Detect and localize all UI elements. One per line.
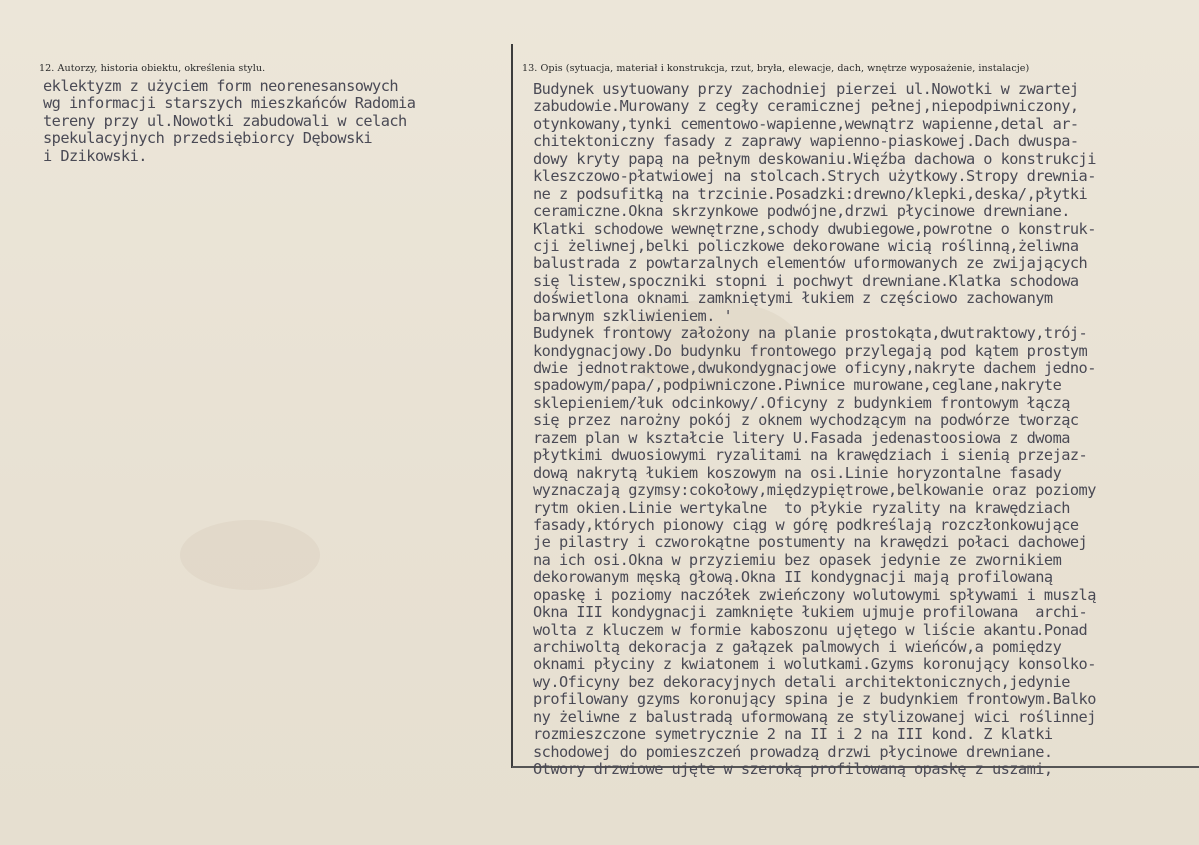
typed-line: Otwory drzwiowe ujęte w szeroką profilowaną opaskę z uszami, <box>533 760 1053 779</box>
typed-line: doświetlona oknami zamkniętymi łukiem z częściowo zachowanym <box>533 289 1053 308</box>
typed-line: Okna III kondygnacji zamknięte łukiem ujmuje profilowana archi- <box>533 603 1088 622</box>
typed-line: wyznaczają gzymsy:cokołowy,międzypiętrowe,belkowanie oraz poziomy <box>533 481 1096 500</box>
typed-line: na ich osi.Okna w przyziemiu bez opasek jedynie ze zwornikiem <box>533 550 1062 569</box>
typed-line: otynkowany,tynki cementowo-wapienne,wewnątrz wapienne,detal ar- <box>533 114 1079 133</box>
typed-line: dowy kryty papą na pełnym deskowaniu.Więźba dachowa o konstrukcji <box>533 149 1096 168</box>
section-13-text <box>533 81 1096 779</box>
typed-line: i Dzikowski. <box>43 146 147 165</box>
typed-line: spadowym/papa/,podpiwniczone.Piwnice murowane,ceglane,nakryte <box>533 376 1062 395</box>
typed-line: rytm okien.Linie wertykalne to płykie ryzality na krawędziach <box>533 498 1070 517</box>
typed-line: dową nakrytą łukiem koszowym na osi.Linie horyzontalne fasady <box>533 463 1062 482</box>
typed-line: chitektoniczny fasady z zaprawy wapienno-piaskowej.Dach dwuspa- <box>533 132 1079 151</box>
typed-line: się przez narożny pokój z oknem wychodzącym na podwórze tworząc <box>533 411 1079 430</box>
typed-line: dekorowanym męską głową.Okna II kondygnacji mają profilowaną <box>533 568 1053 587</box>
typed-line: schodowej do pomieszczeń prowadzą drzwi płycinowe drewniane. <box>533 742 1053 761</box>
typed-line: wy.Oficyny bez dekoracyjnych detali architektonicznych,jedynie <box>533 672 1070 691</box>
typed-line: Klatki schodowe wewnętrzne,schody dwubiegowe,powrotne o konstruk- <box>533 219 1096 238</box>
typed-line: ceramiczne.Okna skrzynkowe podwójne,drzwi płycinowe drewniane. <box>533 202 1070 221</box>
section-12-text <box>43 78 415 165</box>
typed-line: rozmieszczone symetrycznie 2 na II i 2 na III kond. Z klatki <box>533 725 1053 744</box>
typed-line: Budynek frontowy założony na planie prostokąta,dwutraktowy,trój- <box>533 324 1088 343</box>
typed-line: kondygnacjowy.Do budynku frontowego przylegają pod kątem prostym <box>533 341 1088 360</box>
typed-line: spekulacyjnych przedsiębiorcy Dębowski <box>43 129 373 148</box>
typed-line: razem plan w kształcie litery U.Fasada jedenastoosiowa z dwoma <box>533 428 1070 447</box>
typed-line: archiwoltą dekoracja z gałązek palmowych i wieńców,a pomiędzy <box>533 638 1062 656</box>
typed-line: płytkimi dwuosiowymi ryzalitami na krawędziach i sienią przejaz- <box>533 446 1088 465</box>
typed-line: oknami płyciny z kwiatonem i wolutkami.Gzyms koronujący konsolko- <box>533 655 1096 674</box>
typed-line: je pilastry i czworokątne postumenty na krawędzi połaci dachowej <box>533 533 1088 552</box>
typed-line: ne z podsufitką na trzcinie.Posadzki:drewno/klepki,deska/,płytki <box>533 184 1088 203</box>
typed-line: dwie jednotraktowe,dwukondygnacjowe oficyny,nakryte dachem jedno- <box>533 359 1096 377</box>
paper-stain <box>180 520 320 590</box>
typed-line: cji żeliwnej,belki policzkowe dekorowane wicią roślinną,żeliwna <box>533 236 1079 255</box>
typed-line: profilowany gzyms koronujący spina je z budynkiem frontowym.Balko <box>533 690 1096 709</box>
section-12-header: 12. Autorzy, historia obiektu, określenia stylu. <box>39 63 266 74</box>
typed-line: eklektyzm z użyciem form neorenesansowych <box>43 77 399 95</box>
typed-line: kleszczowo-płatwiowej na stolcach.Strych użytkowy.Stropy drewnia- <box>533 167 1096 186</box>
typed-line: tereny przy ul.Nowotki zabudowali w celach <box>43 111 407 130</box>
typed-line: Budynek usytuowany przy zachodniej pierzei ul.Nowotki w zwartej <box>533 80 1079 98</box>
typed-line: fasady,których pionowy ciąg w górę podkreślają rozczłonkowujące <box>533 515 1079 534</box>
typed-line: wg informacji starszych mieszkańców Radomia <box>43 94 416 113</box>
typed-line: barwnym szkliwieniem. ' <box>533 306 733 325</box>
typed-line: opaskę i poziomy naczółek zwieńczony wolutowymi spływami i muszlą <box>533 585 1096 604</box>
typed-line: ny żeliwne z balustradą uformowaną ze stylizowanej wici roślinnej <box>533 707 1096 726</box>
typed-line: zabudowie.Murowany z cegły ceramicznej pełnej,niepodpiwniczony, <box>533 97 1079 116</box>
typed-line: się listew,spoczniki stopni i pochwyt drewniane.Klatka schodowa <box>533 271 1079 290</box>
typed-line: sklepieniem/łuk odcinkowy/.Oficyny z budynkiem frontowym łączą <box>533 393 1070 412</box>
typed-line: wolta z kluczem w formie kaboszonu ujętego w liście akantu.Ponad <box>533 620 1088 639</box>
typed-line: balustrada z powtarzalnych elementów uformowanych ze zwijających <box>533 254 1088 273</box>
section-13-header: 13. Opis (sytuacja, materiał i konstrukcja, rzut, bryła, elewacje, dach, wnętrze wyposażenie, instalacje) <box>522 63 1030 74</box>
column-divider <box>511 44 513 768</box>
